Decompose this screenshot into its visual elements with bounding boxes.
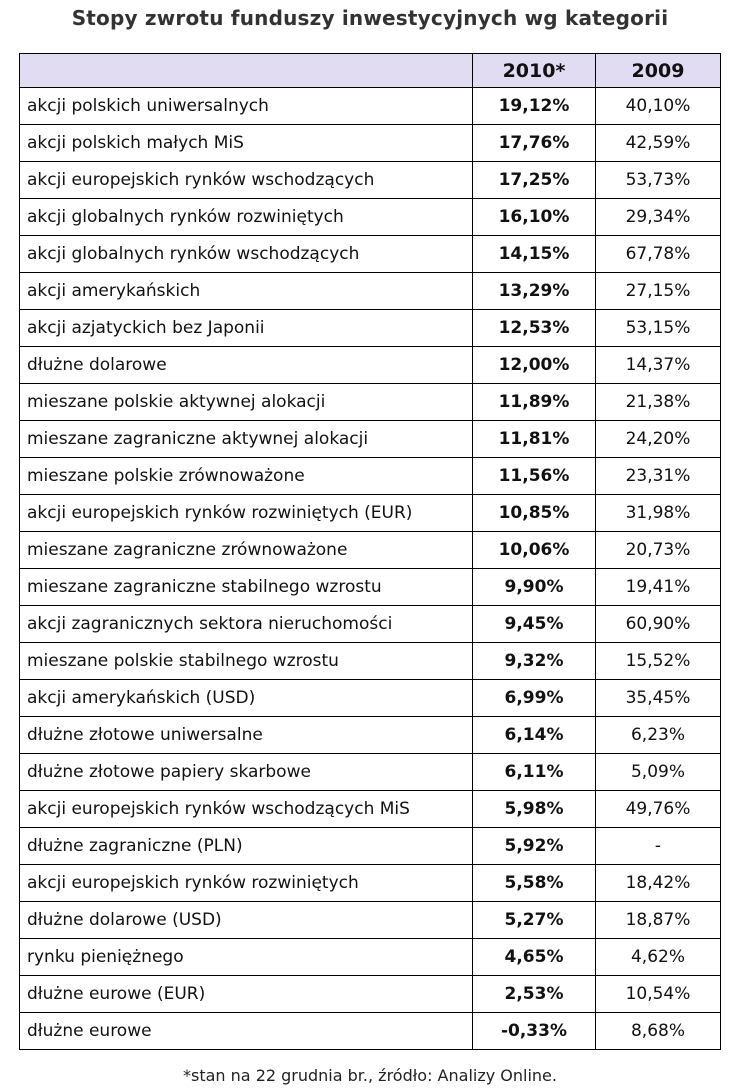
return-2009-cell: 18,87% (596, 902, 721, 939)
return-2009-cell: 31,98% (596, 495, 721, 532)
category-cell: akcji zagranicznych sektora nieruchomości (20, 606, 473, 643)
table-row (20, 606, 721, 643)
table-row (20, 310, 721, 347)
table-row (20, 1013, 721, 1050)
table-row (20, 273, 721, 310)
table-row (20, 939, 721, 976)
table-row (20, 754, 721, 791)
return-2009-cell: 53,73% (596, 162, 721, 199)
return-2009-cell: 24,20% (596, 421, 721, 458)
return-2009-cell: 29,34% (596, 199, 721, 236)
category-cell: akcji polskich małych MiS (20, 125, 473, 162)
table-row (20, 384, 721, 421)
return-2009-cell: 49,76% (596, 791, 721, 828)
return-2010-cell: 14,15% (473, 236, 596, 273)
table-row (20, 976, 721, 1013)
table-row (20, 199, 721, 236)
table-row (20, 162, 721, 199)
category-cell: mieszane zagraniczne zrównoważone (20, 532, 473, 569)
return-2010-cell: 17,76% (473, 125, 596, 162)
category-cell: mieszane polskie stabilnego wzrostu (20, 643, 473, 680)
return-2010-cell: -0,33% (473, 1013, 596, 1050)
return-2009-cell: 21,38% (596, 384, 721, 421)
table-row (20, 902, 721, 939)
return-2010-cell: 12,53% (473, 310, 596, 347)
return-2010-cell: 4,65% (473, 939, 596, 976)
return-2009-cell: 35,45% (596, 680, 721, 717)
return-2010-cell: 5,92% (473, 828, 596, 865)
table-row (20, 717, 721, 754)
category-cell: akcji globalnych rynków wschodzących (20, 236, 473, 273)
return-2010-cell: 5,58% (473, 865, 596, 902)
return-2009-cell: 14,37% (596, 347, 721, 384)
table-row (20, 865, 721, 902)
returns-table (19, 53, 721, 1050)
category-cell: mieszane zagraniczne aktywnej alokacji (20, 421, 473, 458)
header-2009: 2009 (596, 54, 721, 88)
return-2009-cell: 67,78% (596, 236, 721, 273)
table-row (20, 532, 721, 569)
header-2010: 2010* (473, 54, 596, 88)
category-cell: akcji europejskich rynków wschodzących MiS (20, 791, 473, 828)
return-2010-cell: 9,45% (473, 606, 596, 643)
category-cell: akcji europejskich rynków rozwiniętych (EUR) (20, 495, 473, 532)
return-2010-cell: 19,12% (473, 88, 596, 125)
return-2009-cell: - (596, 828, 721, 865)
return-2010-cell: 5,98% (473, 791, 596, 828)
table-row (20, 828, 721, 865)
return-2010-cell: 11,56% (473, 458, 596, 495)
return-2010-cell: 9,90% (473, 569, 596, 606)
return-2010-cell: 6,99% (473, 680, 596, 717)
header-category (20, 54, 473, 88)
category-cell: akcji globalnych rynków rozwiniętych (20, 199, 473, 236)
category-cell: dłużne eurowe (20, 1013, 473, 1050)
category-cell: dłużne złotowe uniwersalne (20, 717, 473, 754)
return-2009-cell: 53,15% (596, 310, 721, 347)
return-2010-cell: 13,29% (473, 273, 596, 310)
table-row (20, 458, 721, 495)
category-cell: akcji amerykańskich (20, 273, 473, 310)
return-2009-cell: 23,31% (596, 458, 721, 495)
category-cell: mieszane zagraniczne stabilnego wzrostu (20, 569, 473, 606)
return-2010-cell: 17,25% (473, 162, 596, 199)
return-2009-cell: 15,52% (596, 643, 721, 680)
table-row (20, 125, 721, 162)
return-2010-cell: 6,11% (473, 754, 596, 791)
return-2010-cell: 9,32% (473, 643, 596, 680)
return-2010-cell: 11,89% (473, 384, 596, 421)
table-row (20, 347, 721, 384)
category-cell: mieszane polskie aktywnej alokacji (20, 384, 473, 421)
category-cell: dłużne złotowe papiery skarbowe (20, 754, 473, 791)
return-2009-cell: 18,42% (596, 865, 721, 902)
return-2009-cell: 19,41% (596, 569, 721, 606)
table-row (20, 88, 721, 125)
category-cell: akcji polskich uniwersalnych (20, 88, 473, 125)
category-cell: akcji europejskich rynków rozwiniętych (20, 865, 473, 902)
table-title: Stopy zwrotu funduszy inwestycyjnych wg kategorii (71, 6, 669, 30)
return-2009-cell: 42,59% (596, 125, 721, 162)
return-2009-cell: 10,54% (596, 976, 721, 1013)
footnote: *stan na 22 grudnia br., źródło: Analizy Online. (183, 1066, 557, 1085)
table-row (20, 791, 721, 828)
category-cell: dłużne eurowe (EUR) (20, 976, 473, 1013)
return-2009-cell: 6,23% (596, 717, 721, 754)
return-2010-cell: 10,06% (473, 532, 596, 569)
return-2009-cell: 20,73% (596, 532, 721, 569)
table-row (20, 680, 721, 717)
category-cell: rynku pieniężnego (20, 939, 473, 976)
category-cell: akcji europejskich rynków wschodzących (20, 162, 473, 199)
return-2009-cell: 8,68% (596, 1013, 721, 1050)
return-2010-cell: 12,00% (473, 347, 596, 384)
return-2010-cell: 10,85% (473, 495, 596, 532)
return-2009-cell: 40,10% (596, 88, 721, 125)
return-2009-cell: 5,09% (596, 754, 721, 791)
return-2010-cell: 5,27% (473, 902, 596, 939)
category-cell: akcji amerykańskich (USD) (20, 680, 473, 717)
table-row (20, 643, 721, 680)
return-2009-cell: 4,62% (596, 939, 721, 976)
table-header-row (20, 54, 721, 88)
table-row (20, 495, 721, 532)
category-cell: akcji azjatyckich bez Japonii (20, 310, 473, 347)
category-cell: dłużne dolarowe (USD) (20, 902, 473, 939)
table-row (20, 236, 721, 273)
return-2010-cell: 6,14% (473, 717, 596, 754)
table-body (20, 88, 721, 1050)
return-2009-cell: 27,15% (596, 273, 721, 310)
category-cell: mieszane polskie zrównoważone (20, 458, 473, 495)
return-2010-cell: 11,81% (473, 421, 596, 458)
return-2010-cell: 16,10% (473, 199, 596, 236)
return-2009-cell: 60,90% (596, 606, 721, 643)
category-cell: dłużne zagraniczne (PLN) (20, 828, 473, 865)
category-cell: dłużne dolarowe (20, 347, 473, 384)
table-row (20, 421, 721, 458)
table-row (20, 569, 721, 606)
return-2010-cell: 2,53% (473, 976, 596, 1013)
